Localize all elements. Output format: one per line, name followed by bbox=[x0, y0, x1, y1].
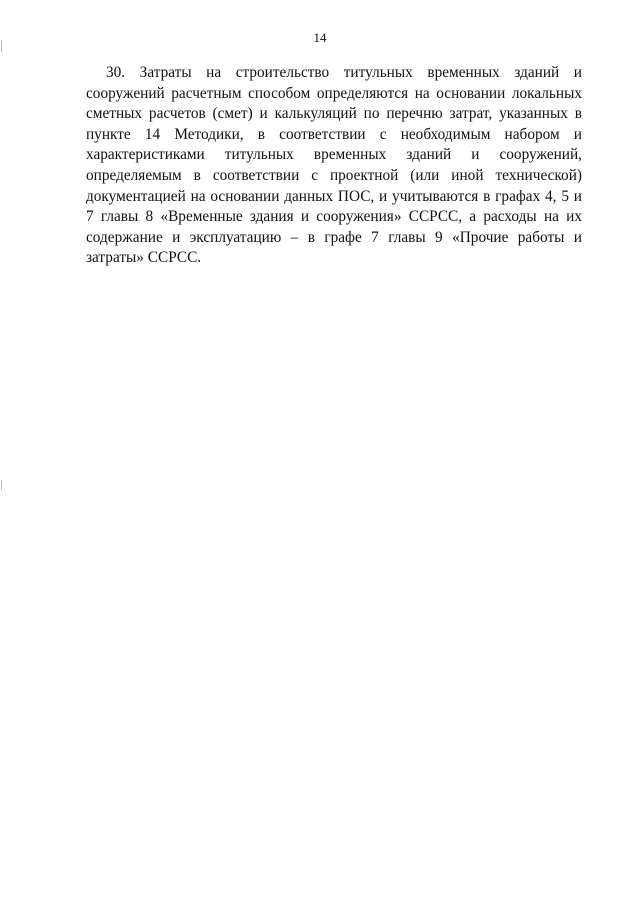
scan-edge-mark bbox=[1, 480, 2, 490]
paragraph-30: 30. Затраты на строительство титульных временных зданий и сооружений расчетным способом определяются на основании локальных сметных расчетов (смет) и калькуляций по перечню затрат, указанных в пункте 14 Методики, в соответствии с необходимым набором и характеристиками титульных временных зданий и сооружений, определяемым в соответствии с проектной (или иной технической) документацией на основании данных ПОС, и учитываются в графах 4, 5 и 7 главы 8 «Временные здания и сооружения» ССРСС, а расходы на их содержание и эксплуатацию – в графе 7 главы 9 «Прочие работы и затраты» ССРСС. bbox=[86, 64, 582, 267]
page-number: 14 bbox=[313, 30, 327, 45]
